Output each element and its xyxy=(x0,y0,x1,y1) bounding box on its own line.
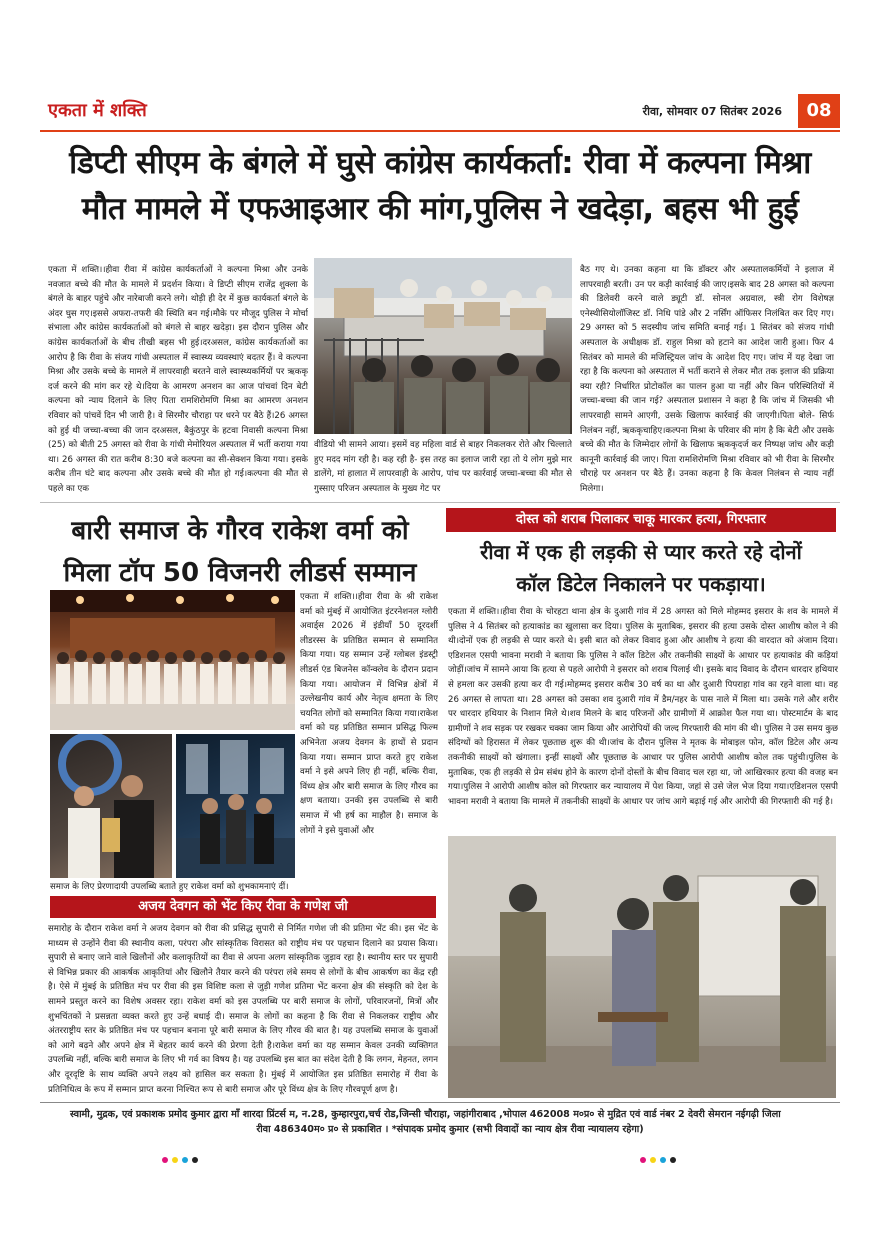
award-stage-photo-art xyxy=(50,590,295,730)
ganesh-body: समारोह के दौरान राकेश वर्मा ने अजय देवगन को रीवा की प्रसिद्ध सुपारी से निर्मित गणेश जी की प्रतिमा भेंट की। इस भेंट के माध्यम से उन्होंने रीवा की स्थानीय कला, परंपरा और सांस्कृतिक विरासत को राष्ट्रीय मंच पर पहचान दिलाने का प्रयास किया।सुपारी से बनाए जाने वाले खिलौनों और कलाकृतियों का रीवा से अपना अलग सांस्कृतिक जुड़ाव रहा है। स्थानीय स्तर पर सुपारी से विभिन्न प्रकार की आकर्षक आकृतियां और खिलौने तैयार करने की परंपरा लंबे समय से लोगों के बीच आकर्षण का केंद्र रही है। ऐसे में मुंबई के प्रतिष्ठित मंच पर रीवा की इस विशिष्ट कला से जुड़ी गणेश प्रतिमा भेंट करना क्षेत्र की संस्कृति को देश के सामने प्रस्तुत करने का विशेष अवसर रहा। राकेश वर्मा को इस उपलब्धि पर बारी समाज के लोगों, परिवारजनों, मित्रों और शुभचिंतकों ने प्रसन्नता व्यक्त करते हुए उन्हें बधाई दी। समाज के लोगों का कहना है कि रीवा से निकलकर राष्ट्रीय और अंतरराष्ट्रीय स्तर के प्रतिष्ठित मंच पर पहचान बनाना पूरे बारी समाज के लिए गौरव की बात है। यह उपलब्धि समाज के युवाओं को आगे बढ़ने और अपने क्षेत्र में बेहतर कार्य करने की प्रेरणा देती है।राकेश वर्मा का यह सम्मान केवल उनकी व्यक्तिगत उपलब्धि नहीं, बल्कि बारी समाज के लिए भी गर्व का विषय है। यह उपलब्धि इस बात का संदेश देती है कि लगन, मेहनत, लगन और दूरदृष्टि के साथ व्यक्ति अपने लक्ष्य को हासिल कर सकता है। मुंबई में आयोजित इस प्रतिष्ठित समारोह में रीवा के प्रतिनिधित्व के रूप में सम्मान प्राप्त करना निश्चित रूप से बारी समाज और पूरे विंध्य क्षेत्र के लिए गौरवपूर्ण क्षण है। xyxy=(48,924,438,1095)
award-headline-line2: मिला टॉप 50 विजनरी लीडर्स सम्मान xyxy=(63,558,417,588)
crime-headline-line1: रीवा में एक ही लड़की से प्यार करते रहे दोनों xyxy=(480,540,802,564)
arrest-photo-art xyxy=(448,836,836,1098)
imprint-line-2: रीवा 486340म० प्र० से प्रकाशित । *संपादक प्रमोद कुमार (सभी विवादों का न्याय क्षेत्र रीवा न्यायालय रहेगा) xyxy=(256,1124,644,1135)
ganesh-gift-photo xyxy=(50,734,172,878)
brand-title: एकता में शक्ति xyxy=(48,100,147,121)
arrest-photo xyxy=(448,836,836,1098)
lead-headline xyxy=(44,140,836,232)
section-divider xyxy=(40,502,840,503)
lead-headline-line2: मौत मामले में एफआइआर की मांग,पुलिस ने खदेड़ा, बहस भी हुई xyxy=(81,191,799,227)
registration-marks-right xyxy=(640,1148,680,1154)
footer-rule xyxy=(40,1102,840,1103)
crime-headline-line2: कॉल डिटेल निकालने पर पकड़ाया। xyxy=(516,572,766,596)
page-number: 08 xyxy=(798,94,840,128)
dateline: रीवा, सोमवार 07 सितंबर 2026 xyxy=(642,105,782,118)
award-body: एकता में शक्ति।।हीवा रीवा के श्री राकेश वर्मा को मुंबई में आयोजित इंटरनेशनल ग्लोरी अवार्ड्स 2026 में इंडीयाँ 50 दूरदर्शी लीडरस्स के प्रतिष्ठित सम्मान से सम्मानित किया गया। यह सम्मान उन्हें ग्लोबल इंडस्ट्री लीडर्स एंड बिजनेस कॉन्क्लेव के दौरान प्रदान किया गया। आयोजन में विभिन्न क्षेत्रों में उल्लेखनीय कार्य और नेतृत्व क्षमता के लिए चयनित लोगों को सम्मानित किया गया।राकेश वर्मा को यह प्रतिष्ठित सम्मान प्रसिद्ध फिल्म अभिनेता अजय देवगन के हाथों से प्रदान किया गया। सम्मान प्राप्त करते हुए राकेश वर्मा ने इसे अपने लिए ही नहीं, बल्कि रीवा, विंध्य क्षेत्र और बारी समाज के लिए गौरव का क्षण बताया। उनकी इस उपलब्धि से बारी समाज में भी हर्ष का माहौल है। समाज के लोगों ने इसे युवाओं और xyxy=(300,592,438,836)
lead-column-2: वीडियो भी सामने आया। इसमें वह महिला वार्ड से बाहर निकलकर रोते और चिल्लाते हुए मदद मांग रही है। कह रही है- इस तरह का इलाज जारी रहा तो ये लोग मुझे मार डालेंगे, मां हालात में लापरवाही के आरोप, पांच पर कार्रवाई जच्चा-बच्चा की मौत से गुस्साए परिजन अस्पताल के मुख्य गेट पर xyxy=(314,440,572,494)
masthead-rule xyxy=(40,130,840,132)
registration-marks-left xyxy=(162,1148,202,1154)
ganesh-gift-photo-art xyxy=(50,734,172,878)
trophy-photo xyxy=(176,734,295,878)
protest-photo xyxy=(314,258,572,434)
award-headline-line1: बारी समाज के गौरव राकेश वर्मा को xyxy=(71,516,409,546)
imprint-footer xyxy=(70,1107,830,1137)
crime-headline xyxy=(446,536,836,600)
masthead xyxy=(40,92,840,130)
lead-column-1: एकता में शक्ति।।हीवा रीवा में कांग्रेस कार्यकर्ताओं ने कल्पना मिश्रा और उनके नवजात बच्चे की मौत के मामले में प्रदर्शन किया। वे डिप्टी सीएम राजेंद्र शुक्ला के बंगले के बाहर पहुंचे और नारेबाजी करने लगे। थोड़ी ही देर में कुछ कार्यकर्ता बंगले के अंदर घुस गए।इससे अफरा-तफरी की स्थिति बन गई।मौके पर मौजूद पुलिस ने मोर्चा संभाला और कांग्रेस कार्यकर्ताओं को बंगले से बाहर खदेड़ा। इस दौरान पुलिस और कांग्रेस कार्यकर्ताओं के बीच तीखी बहस भी हुई।दरअसल, कांग्रेस कार्यकर्ताओं का आरोप है कि रीवा के संजय गांधी अस्पताल में स्वास्थ्य व्यवस्थाएं बदतर हैं। वे कल्पना मिश्रा और उसके बच्चे के मामले में लापरवाही बरतने वाले स्वास्थ्यकर्मियों पर ऋककृ दर्ज करने की मांग कर रहे थे।दिया के आमरण अनशन का आज पांचवां दिन बेटी कल्पना को न्याय दिलाने के लिए पिता रामशिरोमणि मिश्रा का आमरण अनशन रविवार को पांचवें दिन भी जारी है। वे सिरमौर चौराहा पर धरने पर बैठे हैं।26 अगस्त को हुई थी जच्चा-बच्चा की जान दरअसल, बैकुंठपुर के हटवा निवासी कल्पना मिश्रा (25) को बीती 25 अगस्त को रीवा के गांधी मेमोरियल अस्पताल में भर्ती कराया गया था। 26 अगस्त की रात करीब 8:30 बजे कल्पना का सी-सेक्शन किया गया। इसके करीब तीन घंटे बाद कल्पना और उसके बच्चे की मौत हो गई।कल्पना की मौत से पहले का एक xyxy=(48,265,308,494)
lead-column-3: बैठ गए थे। उनका कहना था कि डॉक्टर और अस्पतालकर्मियों ने इलाज में लापरवाही बरती। उन पर कड़ी कार्रवाई की जाए।इसके बाद 28 अगस्त को कल्पना की डिलेवरी करने वाले ड्यूटी डॉ. सोनल अग्रवाल, स्त्री रोग विशेषज्ञ एनेस्थीसियोलॉजिस्ट डॉ. निधि पांडे और 2 नर्सिंग ऑफिसर निलंबित कर दिए गए। 29 अगस्त को 5 सदस्यीय जांच समिति बनाई गई। 1 सितंबर को संजय गांधी अस्पताल के अधीक्षक डॉ. राहुल मिश्रा को हटाने का आदेश जारी हुआ। फिर 4 सितंबर को मामले की मजिस्ट्रियल जांच के आदेश दिए गए। जांच में यह देखा जा रहा है कि कल्पना को अस्पताल में भर्ती कराने से लेकर मौत तक इलाज की प्रक्रिया क्या रही? निर्धारित प्रोटोकॉल का पालन हुआ या नहीं और किन परिस्थितियों में जच्चा-बच्चा की जान गई? अस्पताल प्रशासन ने कहा है कि जांच में जिसकी भी लापरवाही सामने आएगी, उसके खिलाफ कार्रवाई की जाएगी।पिता बोले- सिर्फ निलंबन नहीं, ऋककृचाहिए।कल्पना मिश्रा के परिवार की मांग है कि बेटी और उसके बच्चे की मौत के जिम्मेदार लोगों के खिलाफ ऋककृदर्ज कर निष्पक्ष जांच और कड़ी कानूनी कार्रवाई की जाए। पिता रामशिरोमणि मिश्रा रविवार को भी रीवा के सिरमौर चौराहे पर अनशन पर बैठे हैं। उनका कहना है कि केवल निलंबन से न्याय नहीं मिलेगा। xyxy=(580,265,834,494)
ganesh-banner: अजय देवगन को भेंट किए रीवा के गणेश जी xyxy=(50,896,436,918)
award-body-tail: समाज के लिए प्रेरणादायी उपलब्धि बताते हुए राकेश वर्मा को शुभकामनाएं दीं। xyxy=(50,882,289,892)
protest-photo-art xyxy=(314,258,572,434)
imprint-line-1: स्वामी, मुद्रक, एवं प्रकाशक प्रमोद कुमार द्वारा माँ शारदा प्रिंटर्स म, न.28, कुम्हारपुरा,चर्च रोड,जिन्सी चौराहा, जहांगीराबाद ,भोपाल 462008 म०प्र० से मुद्रित एवं वार्ड नंबर 2 देवरी सेमरान नईगढ़ी जिला xyxy=(70,1109,781,1120)
crime-banner: दोस्त को शराब पिलाकर चाकू मारकर हत्या, गिरफ्तार xyxy=(446,508,836,532)
award-stage-photo xyxy=(50,590,295,730)
trophy-photo-art xyxy=(176,734,295,878)
lead-headline-line1: डिप्टी सीएम के बंगले में घुसे कांग्रेस कार्यकर्ता: रीवा में कल्पना मिश्रा xyxy=(69,145,811,181)
award-headline xyxy=(44,510,436,594)
crime-body: एकता में शक्ति।।हीवा रीवा के चोरहटा थाना क्षेत्र के दुआरी गांव में 28 अगस्त को मिले मोहम्मद इसरार के शव के मामले में पुलिस ने 4 सितंबर को हत्याकांड का खुलासा कर दिया। पुलिस के मुताबिक, इसरार की हत्या उसके दोस्त आशीष कोल ने की थी।दोनों एक ही लड़की से प्यार करते थे। इसी बात को लेकर विवाद हुआ और आशीष ने हत्या की वारदात को अंजाम दिया। एडिशनल एसपी भावना मरावी ने बताया कि पुलिस ने कॉल डिटेल और तकनीकी साक्ष्यों के आधार पर हत्याकांड की कड़ियां जोड़ीं।जांच में सामने आया कि हत्या से पहले आरोपी ने इसरार को शराब पिलाई थी। इसके बाद विवाद के दौरान धारदार हथियार से हमला कर उसकी हत्या कर दी गई।मोहम्मद इसरार करीब 30 वर्ष का था और दुआरी पिपराहा गांव का रहने वाला था। वह 26 अगस्त से लापता था। 28 अगस्त को उसका शव दुआरी गांव में डैम/नहर के पास नाले में मिला था। उसके गले और शरीर पर धारदार हथियार के निशान मिले थे।शव मिलने के बाद परिजनों और ग्रामीणों में आक्रोश फैल गया था। पोस्टमार्टम के बाद ग्रामीणों ने शव सड़क पर रखकर चक्का जाम किया और आरोपियों की जल्द गिरफ्तारी की मांग की थी। पुलिस ने उस समय कुछ संदिग्धों को हिरासत में लेकर पूछताछ शुरू की थी।जांच के दौरान पुलिस ने मृतक के मोबाइल फोन, कॉल डिटेल और अन्य तकनीकी साक्ष्यों को खंगाला। इन्हीं साक्ष्यों और पूछताछ के आधार पर पुलिस आरोपी आशीष कोल तक पहुंची।पुलिस के मुताबिक, एक ही लड़की से प्रेम संबंध होने के कारण दोनों दोस्तों के बीच विवाद चल रहा था, जो आखिरकार हत्या की वजह बन गया।पुलिस ने आरोपी आशीष कोल को गिरफ्तार कर न्यायालय में पेश किया, जहां से उसे जेल भेज दिया गया।एडिशनल एसपी भावना मरावी ने बताया कि मामले में तकनीकी साक्ष्यों के आधार पर जांच आगे बढ़ाई गई और आरोपी की गिरफ्तारी की गई है। xyxy=(448,607,838,807)
